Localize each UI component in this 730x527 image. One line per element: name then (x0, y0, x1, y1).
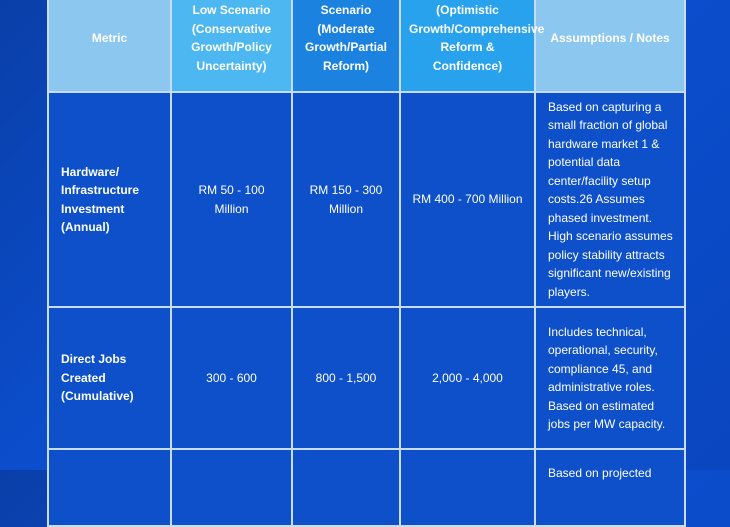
row-notes: Includes technical, operational, security, compliance 45, and administrative roles. Based on estimated jobs per MW capacity. (535, 307, 685, 449)
row-low-value: RM 50 - 100 Million (171, 92, 292, 307)
table-row (48, 92, 685, 307)
header-moderate-scenario: Scenario (Moderate Growth/Partial Reform) (292, 0, 400, 92)
row-metric (48, 449, 171, 526)
table-row (48, 307, 685, 449)
row-optimistic-value: RM 400 - 700 Million (400, 92, 535, 307)
row-optimistic-value: 2,000 - 4,000 (400, 307, 535, 449)
row-metric: Hardware/ Infrastructure Investment (Annual) (48, 92, 171, 307)
row-moderate-value (292, 449, 400, 526)
table-header-row (48, 0, 685, 92)
row-low-value: 300 - 600 (171, 307, 292, 449)
economic-impact-table (47, 0, 686, 527)
row-notes: Based on capturing a small fraction of global hardware market 1 & potential data center/facility setup costs.26 Assumes phased investment. High scenario assumes policy stability attracts significant new/existing players. (535, 92, 685, 307)
header-optimistic-scenario: (Optimistic Growth/Comprehensive Reform & Confidence) (400, 0, 535, 92)
row-moderate-value: RM 150 - 300 Million (292, 92, 400, 307)
row-moderate-value: 800 - 1,500 (292, 307, 400, 449)
row-metric: Direct Jobs Created (Cumulative) (48, 307, 171, 449)
row-notes: Based on projected (535, 449, 685, 526)
table-row (48, 449, 685, 526)
header-assumptions-notes: Assumptions / Notes (535, 0, 685, 92)
header-metric: Metric (48, 0, 171, 92)
header-low-scenario: Low Scenario (Conservative Growth/Policy Uncertainty) (171, 0, 292, 92)
row-low-value (171, 449, 292, 526)
row-optimistic-value (400, 449, 535, 526)
